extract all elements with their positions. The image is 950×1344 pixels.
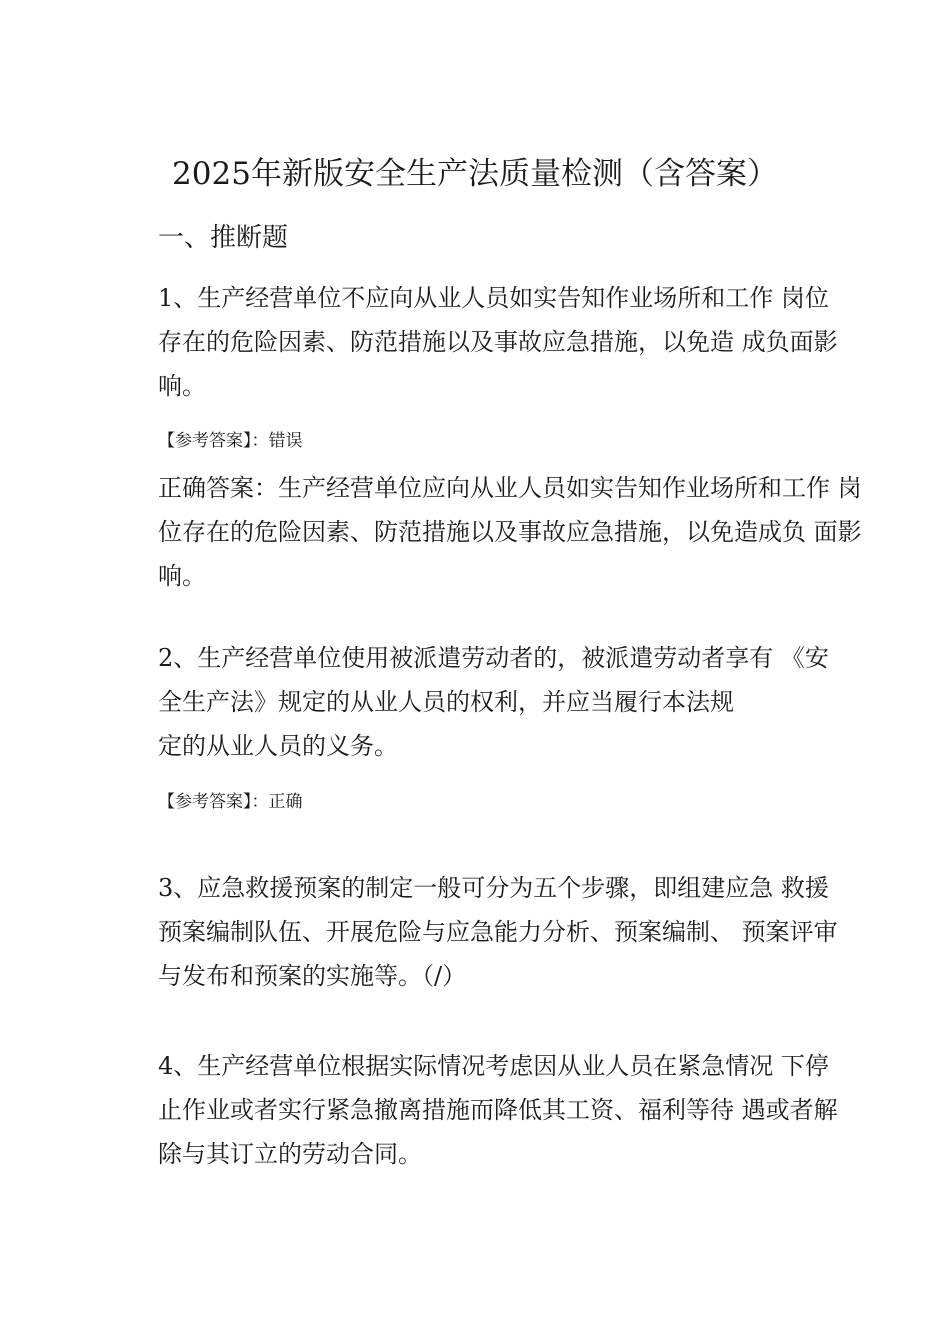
correction-1-line: 响。	[158, 562, 206, 590]
document-title: 2025年新版安全生产法质量检测（含答案）	[172, 156, 778, 192]
question-2-line: 定的从业人员的义务。	[158, 732, 398, 760]
answer-1: 【参考答案】：错误	[158, 431, 303, 451]
question-4-line: 4、生产经营单位根据实际情况考虑因从业人员在紧急情况 下停	[158, 1052, 829, 1080]
question-3-line: 预案编制队伍、开展危险与应急能力分析、预案编制、 预案评审	[158, 918, 838, 946]
question-1-line: 1、生产经营单位不应向从业人员如实告知作业场所和工作 岗位	[158, 284, 829, 312]
correction-1-line: 位存在的危险因素、防范措施以及事故应急措施，以免造成负 面影	[158, 518, 862, 546]
question-1-line: 存在的危险因素、防范措施以及事故应急措施，以免造 成负面影	[158, 328, 838, 356]
correction-1-line: 正确答案：生产经营单位应向从业人员如实告知作业场所和工作 岗	[158, 474, 862, 502]
correction-1	[158, 466, 862, 598]
question-2	[158, 636, 858, 768]
question-4	[158, 1044, 858, 1176]
answer-2: 【参考答案】：正确	[158, 792, 303, 812]
question-2-line: 2、生产经营单位使用被派遣劳动者的，被派遣劳动者享有 《安	[158, 644, 829, 672]
question-4-line: 除与其订立的劳动合同。	[158, 1140, 422, 1168]
question-1	[158, 276, 858, 408]
question-3-line: 与发布和预案的实施等。（/）	[158, 962, 467, 990]
question-3	[158, 866, 858, 998]
question-1-line: 响。	[158, 372, 206, 400]
section-heading: 一、推断题	[158, 223, 289, 253]
question-3-line: 3、应急救援预案的制定一般可分为五个步骤，即组建应急 救援	[158, 874, 829, 902]
question-4-line: 止作业或者实行紧急撤离措施而降低其工资、福利等待 遇或者解	[158, 1096, 838, 1124]
question-2-line: 全生产法》规定的从业人员的权利，并应当履行本法规	[158, 688, 734, 716]
